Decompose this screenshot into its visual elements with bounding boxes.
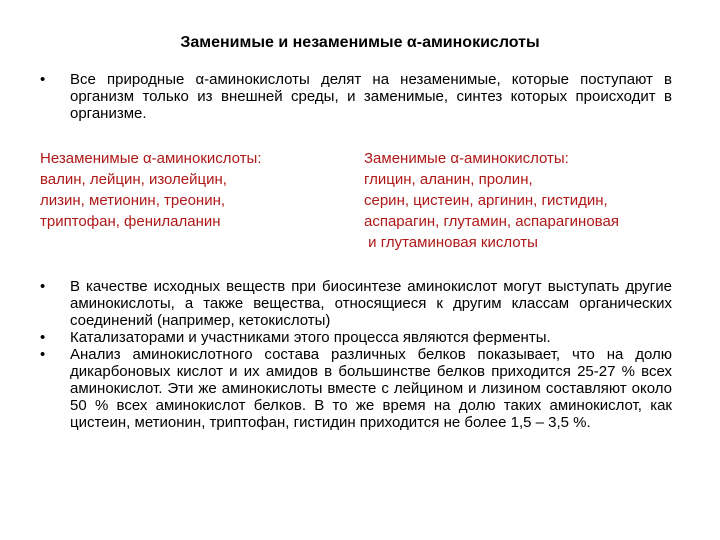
essential-line: триптофан, фенилаланин (40, 213, 221, 230)
bullet-marker: • (40, 71, 46, 88)
nonessential-heading: Заменимые α-аминокислоты: (364, 150, 569, 167)
essential-line: валин, лейцин, изолейцин, (40, 171, 227, 188)
nonessential-line: аспарагин, глутамин, аспарагиновая (364, 213, 619, 230)
intro-bullet-text: Все природные α-аминокислоты делят на незаменимые, которые поступают в организм только из внешней среды, и заменимые, синтез которых происходит в организме. (70, 71, 672, 122)
bullet-marker: • (40, 346, 46, 363)
bullet-marker: • (40, 329, 46, 346)
list-item-text: В качестве исходных веществ при биосинтезе аминокислот могут выступать другие аминокислоты, а также вещества, относящиеся к другим классам органических соединений (например, кетокислоты) (70, 278, 672, 329)
intro-bullet (40, 71, 672, 122)
essential-heading: Незаменимые α-аминокислоты: (40, 150, 262, 167)
nonessential-line: и глутаминовая кислоты (364, 234, 538, 251)
bullet-list (40, 278, 672, 431)
essential-amino-acids (40, 148, 340, 232)
nonessential-amino-acids (364, 148, 684, 253)
list-item-text: Катализаторами и участниками этого процесса являются ферменты. (70, 329, 551, 346)
list-item (40, 278, 672, 329)
nonessential-line: глицин, аланин, пролин, (364, 171, 533, 188)
bullet-marker: • (40, 278, 46, 295)
slide-title: Заменимые и незаменимые α-аминокислоты (180, 34, 540, 51)
essential-line: лизин, метионин, треонин, (40, 192, 226, 209)
list-item-text: Анализ аминокислотного состава различных белков показывает, что на долю дикарбоновых кислот и их амидов в большинстве белков приходится 25-27 % всех аминокислот. Эти же аминокислоты вместе с лейцином и лизином составляют около 50 % всех аминокислот белков. В то же время на долю таких аминокислот, как цистеин, метионин, триптофан, гистидин приходится не более 1,5 – 3,5 %. (70, 346, 672, 431)
list-item (40, 346, 672, 431)
nonessential-line: серин, цистеин, аргинин, гистидин, (364, 192, 608, 209)
list-item (40, 329, 672, 346)
